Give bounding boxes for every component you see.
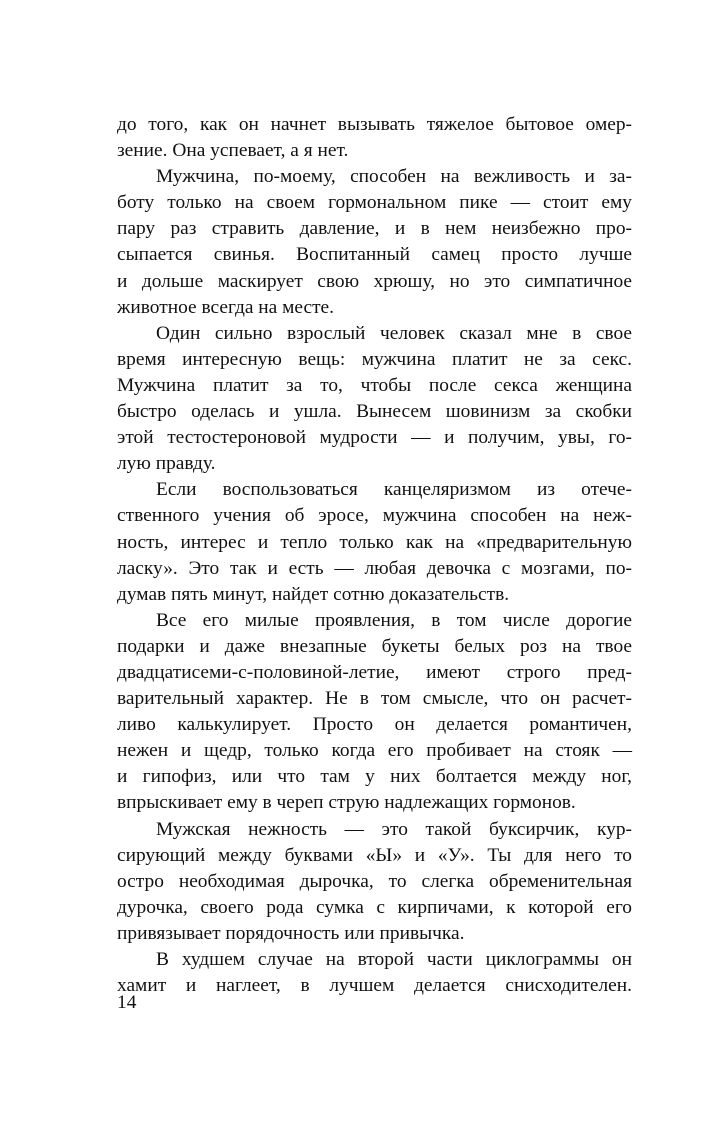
text-line: ность, интерес и тепло только как на «предварительную bbox=[117, 531, 632, 553]
text-line: животное всегда на месте. bbox=[117, 296, 334, 318]
book-page-body bbox=[117, 112, 632, 999]
text-line: до того, как он начнет вызывать тяжелое бытовое омер- bbox=[117, 114, 632, 135]
text-line: быстро оделась и ушла. Вынесем шовинизм за скобки bbox=[117, 401, 632, 423]
text-line: этой тестостероновой мудрости — и получим, увы, го- bbox=[117, 427, 632, 449]
text-line: зение. Она успевает, а я нет. bbox=[117, 140, 349, 162]
text-line: Мужчина, по-моему, способен на вежливость и за- bbox=[156, 166, 632, 188]
text-line: думав пять минут, найдет сотню доказательств. bbox=[117, 583, 510, 605]
text-line: сыпается свинья. Воспитанный самец просто лучше bbox=[117, 244, 632, 266]
text-line: двадцатисеми-с-половиной-летие, имеют строго пред- bbox=[117, 661, 632, 683]
text-line: боту только на своем гормональном пике — стоит ему bbox=[117, 192, 632, 214]
text-line: и гипофиз, или что там у них болтается между ног, bbox=[117, 766, 632, 788]
text-line: Мужчина платит за то, чтобы после секса женщина bbox=[117, 374, 632, 396]
text-line: Если воспользоваться канцеляризмом из отече- bbox=[156, 479, 632, 501]
text-line: привязывает порядочность или привычка. bbox=[117, 922, 465, 944]
text-line: В худшем случае на второй части циклограммы он bbox=[156, 949, 632, 970]
text-line: ственного учения об эросе, мужчина способен на неж- bbox=[117, 505, 632, 527]
text-line: дурочка, своего рода сумка с кирпичами, к которой его bbox=[117, 896, 632, 918]
text-line: Один сильно взрослый человек сказал мне в свое bbox=[156, 322, 632, 344]
text-line: впрыскивает ему в череп струю надлежащих гормонов. bbox=[117, 792, 576, 814]
text-line: лую правду. bbox=[117, 453, 216, 475]
text-line: хамит и наглеет, в лучшем делается снисходителен. bbox=[117, 975, 632, 997]
page-number: 14 bbox=[117, 992, 137, 1013]
text-line: Мужская нежность — это такой буксирчик, кур- bbox=[156, 818, 632, 840]
text-line: сирующий между буквами «Ы» и «У». Ты для него то bbox=[117, 844, 632, 866]
text-line: подарки и даже внезапные букеты белых роз на твое bbox=[117, 635, 632, 657]
text-line: время интересную вещь: мужчина платит не за секс. bbox=[117, 348, 632, 370]
text-line: ласку». Это так и есть — любая девочка с мозгами, по- bbox=[117, 557, 632, 579]
text-line: остро необходимая дырочка, то слегка обременительная bbox=[117, 870, 632, 892]
text-line: и дольше маскирует свою хрюшу, но это симпатичное bbox=[117, 270, 632, 292]
text-line: пару раз стравить давление, и в нем неизбежно про- bbox=[117, 218, 632, 240]
text-line: Все его милые проявления, в том числе дорогие bbox=[156, 609, 632, 631]
text-line: варительный характер. Не в том смысле, что он расчет- bbox=[117, 688, 632, 710]
text-line: ливо калькулирует. Просто он делается романтичен, bbox=[117, 714, 632, 736]
text-line: нежен и щедр, только когда его пробивает на стояк — bbox=[117, 740, 632, 762]
